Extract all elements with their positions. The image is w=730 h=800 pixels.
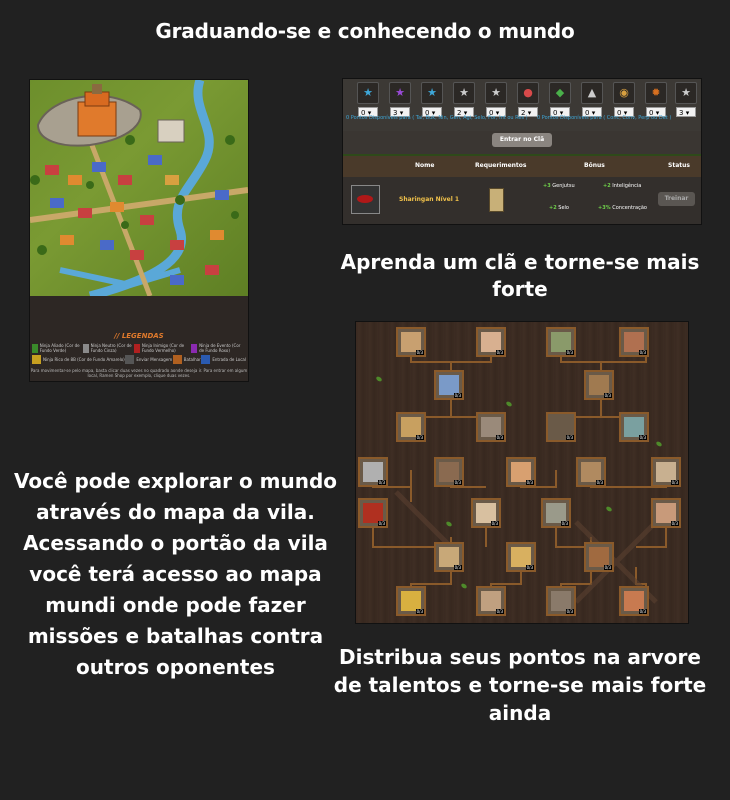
stat-select[interactable]: 3 ▾	[390, 107, 410, 117]
bonus-concentracao	[598, 205, 647, 211]
talent-portrait	[656, 462, 676, 482]
talent-count: 0/3	[639, 609, 646, 614]
legend-swatch	[134, 344, 140, 353]
talent-portrait	[481, 591, 501, 611]
stat-perp	[673, 82, 699, 117]
talent-node[interactable]	[396, 327, 426, 357]
talent-portrait	[439, 462, 459, 482]
talent-node[interactable]	[476, 327, 506, 357]
stat-select[interactable]: 2 ▾	[454, 107, 474, 117]
map-instructions: Para movimentar-se pelo mapa, basta clicar duas vezes no quadrado aonde deseja ir. Para entrar em algum local, Ramen Shop por exemplo, clique duas vezes.	[30, 368, 248, 378]
talent-portrait	[439, 375, 459, 395]
table-header	[343, 154, 701, 179]
legend-item	[173, 355, 201, 364]
talent-node[interactable]	[541, 498, 571, 528]
talent-portrait	[363, 462, 383, 482]
clan-caption: Aprenda um clã e torne-se mais forte	[340, 250, 700, 301]
talent-count: 0/3	[496, 350, 503, 355]
village-map-terrain[interactable]	[30, 80, 248, 296]
talent-portrait	[589, 375, 609, 395]
stat-select-value: 2	[457, 109, 462, 117]
talent-count: 0/3	[416, 435, 423, 440]
talent-portrait	[401, 332, 421, 352]
talent-count: 0/3	[496, 435, 503, 440]
talent-node[interactable]	[396, 412, 426, 442]
bonus-label: Concentração	[612, 205, 647, 211]
talent-portrait	[481, 417, 501, 437]
legend-label: Ninja de Evento (Cor de Fundo Roxo)	[199, 343, 241, 353]
stat-agi	[483, 82, 509, 117]
legend-item	[32, 343, 83, 353]
talent-count: 0/3	[671, 480, 678, 485]
hokage-tower	[78, 102, 116, 136]
talent-count: 0/3	[639, 350, 646, 355]
talent-portrait	[589, 547, 609, 567]
stat-select[interactable]: 0 ▾	[550, 107, 570, 117]
talent-portrait	[439, 547, 459, 567]
bonus-label: Genjutsu	[552, 183, 575, 189]
legend-swatch	[83, 344, 89, 353]
talent-portrait	[476, 503, 496, 523]
talent-count: 0/3	[561, 521, 568, 526]
skill-name: Sharingan Nível 1	[399, 196, 460, 203]
clan-panel	[342, 78, 702, 225]
talent-portrait	[581, 462, 601, 482]
stat-buk	[387, 82, 413, 117]
explore-caption: Você pode explorar o mundo através do mapa da vila. Acessando o portão da vila você terá acesso ao mapa mundi onde pode fazer missões e batalhas contra outros oponentes	[13, 469, 338, 679]
legend-title: // LEGENDAS	[114, 332, 164, 340]
talent-count: 0/3	[604, 565, 611, 570]
scroll-icon	[489, 188, 504, 212]
legend-label: Entrada de Local	[212, 357, 246, 362]
talent-node[interactable]	[651, 498, 681, 528]
talent-portrait	[551, 417, 571, 437]
talent-node[interactable]	[619, 586, 649, 616]
stat-select-value: 0	[553, 109, 558, 117]
talents-caption: Distribua seus pontos na arvore de talentos e torne-se mais forte ainda	[333, 645, 707, 725]
stat-select-value: 0	[649, 109, 654, 117]
legend-item	[83, 343, 134, 353]
legend-item	[32, 355, 125, 364]
talent-node[interactable]	[358, 457, 388, 487]
talent-node[interactable]	[506, 542, 536, 572]
int-icon: ▲	[581, 82, 603, 104]
talent-portrait	[401, 591, 421, 611]
stat-tai	[355, 82, 381, 117]
stat-select-value: 0	[585, 109, 590, 117]
legend-swatch	[32, 355, 41, 364]
talent-portrait	[551, 332, 571, 352]
buk-icon: ★	[389, 82, 411, 104]
talent-count: 0/3	[378, 521, 385, 526]
bonus-value: +3	[543, 183, 551, 189]
talent-node[interactable]	[576, 457, 606, 487]
talent-node[interactable]	[546, 412, 576, 442]
talent-count: 0/3	[526, 565, 533, 570]
stat-nin	[419, 82, 445, 117]
table-row	[343, 177, 701, 224]
header-status: Status	[668, 162, 690, 169]
legend-swatch	[173, 355, 182, 364]
gen-icon: ★	[453, 82, 475, 104]
bonus-value: +3%	[598, 205, 611, 211]
talent-portrait	[624, 591, 644, 611]
talent-count: 0/3	[454, 393, 461, 398]
sharingan-avatar	[351, 185, 380, 214]
page-title: Graduando-se e conhecendo o mundo	[155, 19, 575, 43]
stat-gen	[451, 82, 477, 117]
bonus-inteligencia	[603, 183, 641, 189]
legend-swatch	[191, 344, 197, 353]
enter-clan-button[interactable]: Entrar no Clã	[492, 133, 552, 147]
talent-count: 0/3	[454, 480, 461, 485]
stat-conc	[643, 82, 669, 117]
stat-select[interactable]: 0 ▾	[582, 107, 602, 117]
legend-swatch	[125, 355, 134, 364]
talent-portrait	[551, 591, 571, 611]
for-icon: ◆	[549, 82, 571, 104]
talent-portrait	[656, 503, 676, 523]
talent-count: 0/3	[566, 350, 573, 355]
talent-count: 0/3	[566, 435, 573, 440]
talent-node[interactable]	[476, 586, 506, 616]
talent-count: 0/3	[604, 393, 611, 398]
talent-count: 0/3	[671, 521, 678, 526]
talent-node[interactable]	[584, 370, 614, 400]
selo-icon: ●	[517, 82, 539, 104]
stat-select[interactable]: 0 ▾	[646, 107, 666, 117]
talent-count: 0/3	[639, 435, 646, 440]
stat-int	[579, 82, 605, 117]
stat-select-value: 3	[679, 109, 684, 117]
talent-node[interactable]	[434, 542, 464, 572]
talent-node[interactable]	[476, 412, 506, 442]
talent-count: 0/3	[491, 521, 498, 526]
talent-count: 0/3	[416, 350, 423, 355]
header-bonus: Bônus	[584, 162, 605, 169]
nin-icon: ★	[421, 82, 443, 104]
talent-count: 0/3	[496, 609, 503, 614]
talent-node[interactable]	[396, 586, 426, 616]
talent-count: 0/3	[566, 609, 573, 614]
bonus-selo	[549, 205, 569, 211]
talent-node[interactable]	[434, 370, 464, 400]
talent-node[interactable]	[584, 542, 614, 572]
legend-item	[134, 343, 191, 353]
conc-icon: ✹	[645, 82, 667, 104]
talent-count: 0/3	[378, 480, 385, 485]
stat-select[interactable]: 3 ▾	[676, 107, 696, 117]
legend-item	[201, 355, 246, 364]
stat-select[interactable]: 0 ▾	[422, 107, 442, 117]
bonus-value: +2	[603, 183, 611, 189]
stat-select-value: 2	[521, 109, 526, 117]
stat-select-value: 0	[361, 109, 366, 117]
bonus-genjutsu	[543, 183, 575, 189]
stat-select[interactable]: 0 ▾	[486, 107, 506, 117]
sharingan-eye-icon	[357, 195, 373, 203]
talent-portrait	[624, 417, 644, 437]
stat-select-value: 3	[393, 109, 398, 117]
talent-count: 0/3	[416, 609, 423, 614]
talent-portrait	[511, 547, 531, 567]
talent-node[interactable]	[546, 327, 576, 357]
talent-portrait	[546, 503, 566, 523]
agi-icon: ★	[485, 82, 507, 104]
stat-res	[611, 82, 637, 117]
points-available-left: 0 Pontos Disponíveis para ( Tai, Buk, Nin, Gen, Agi, Selo, For, Int ou Res )	[346, 115, 528, 121]
stat-for	[547, 82, 573, 117]
stats-bar	[343, 79, 701, 131]
legend-label: Ninja Aliado (Cor de Fundo Verde)	[39, 343, 80, 353]
talent-node[interactable]	[619, 327, 649, 357]
stat-select-value: 0	[425, 109, 430, 117]
legend-label: Ninja Rico de 8B (Cor de Fundo Amarelo)	[43, 357, 125, 362]
legend-swatch	[32, 344, 38, 353]
legend-row	[32, 343, 246, 353]
talent-portrait	[624, 332, 644, 352]
stat-select[interactable]: 0 ▾	[614, 107, 634, 117]
bonus-value: +2	[549, 205, 557, 211]
train-button[interactable]: Treinar	[658, 192, 695, 206]
legend-row	[32, 355, 246, 364]
header-requirements: Requerimentos	[475, 162, 527, 169]
stat-select[interactable]: 2 ▾	[518, 107, 538, 117]
talent-node[interactable]	[506, 457, 536, 487]
legend-swatch	[201, 355, 210, 364]
legend-label: Ninja Inimigo (Cor de Fundo Vermelho)	[141, 343, 185, 353]
stat-select-value: 0	[489, 109, 494, 117]
stat-select[interactable]: 0 ▾	[358, 107, 378, 117]
talent-portrait	[511, 462, 531, 482]
talent-portrait	[481, 332, 501, 352]
talent-count: 0/3	[454, 565, 461, 570]
stat-selo	[515, 82, 541, 117]
talent-node[interactable]	[358, 498, 388, 528]
talent-node[interactable]	[471, 498, 501, 528]
talent-count: 0/3	[526, 480, 533, 485]
legend-label: Batalhar	[183, 357, 201, 362]
talent-portrait	[401, 417, 421, 437]
talent-tree-panel	[355, 321, 689, 624]
res-icon: ◉	[613, 82, 635, 104]
bonus-label: Inteligência	[612, 183, 642, 189]
talent-node[interactable]	[651, 457, 681, 487]
stat-select-value: 0	[617, 109, 622, 117]
legend-item	[191, 343, 246, 353]
village-map-panel[interactable]	[29, 79, 249, 382]
header-name: Nome	[415, 162, 435, 169]
talent-node[interactable]	[546, 586, 576, 616]
talent-node[interactable]	[434, 457, 464, 487]
bonus-label: Selo	[558, 205, 569, 211]
points-available-right: 0 Pontos Disponíveis para ( Conc, Conv, Perp ou Det )	[537, 115, 672, 121]
legend-item	[125, 355, 172, 364]
perp-icon: ★	[675, 82, 697, 104]
talent-portrait	[363, 503, 383, 523]
talent-node[interactable]	[619, 412, 649, 442]
legend-label: Ninja Neutro (Cor de Fundo Cinza)	[90, 343, 132, 353]
tai-icon: ★	[357, 82, 379, 104]
legend-label: Enviar Mensagem	[136, 357, 173, 362]
talent-count: 0/3	[596, 480, 603, 485]
